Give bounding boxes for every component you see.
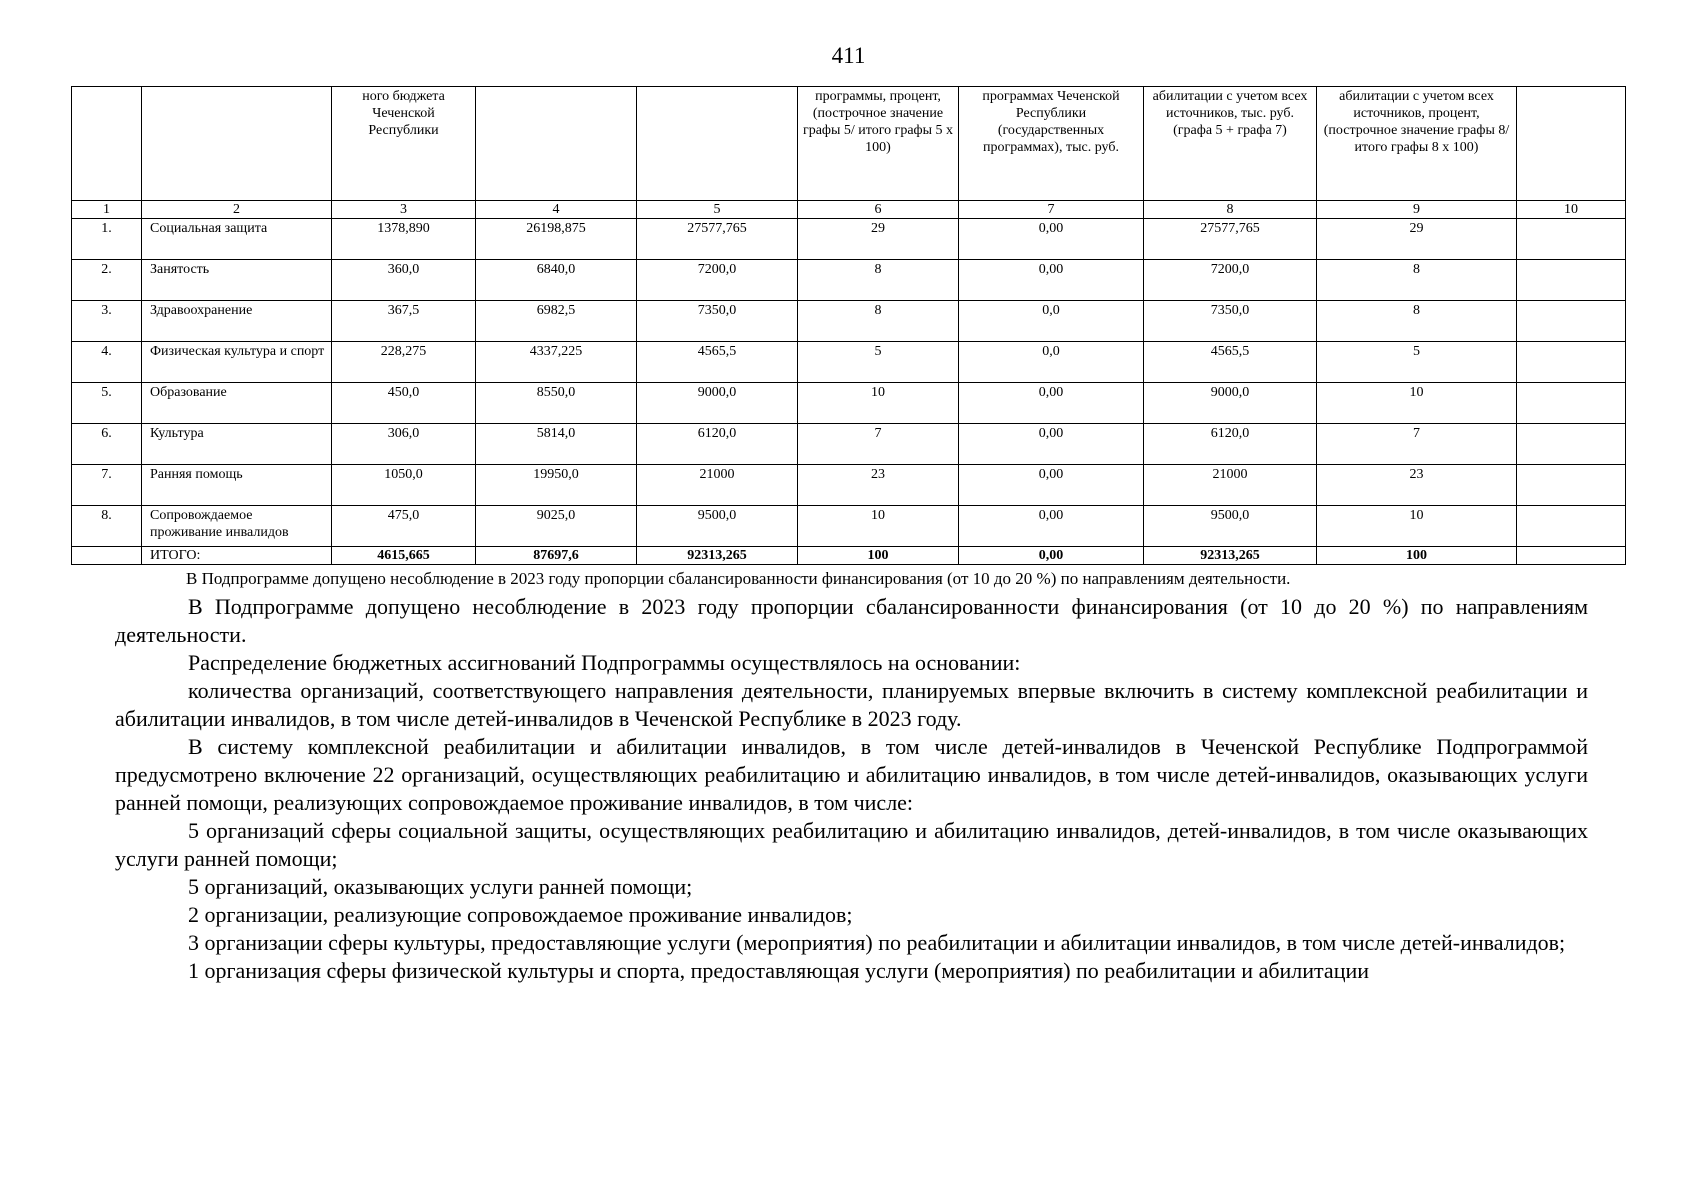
table-cell: 1378,890 [332,219,476,260]
table-cell [1517,219,1626,260]
header-cell [72,87,142,201]
header-cell: программах Чеченской Республики (государственных программах), тыс. руб. [959,87,1144,201]
table-cell [1517,383,1626,424]
paragraph: 3 организации сферы культуры, предоставляющие услуги (мероприятия) по реабилитации и абилитации инвалидов, в том числе детей-инвалидов; [188,930,1566,955]
header-cell [476,87,637,201]
table-cell: 27577,765 [637,219,798,260]
total-row [72,547,1626,565]
table-cell: 0,00 [959,219,1144,260]
table-cell [1517,301,1626,342]
table-cell: 6120,0 [637,424,798,465]
row-direction: Культура [142,424,332,465]
table-cell: 5 [1317,342,1517,383]
table-cell: 10 [1317,506,1517,547]
table-cell: 6982,5 [476,301,637,342]
table-cell: 8 [1317,260,1517,301]
paragraph: В Подпрограмме допущено несоблюдение в 2023 году пропорции сбалансированности финансирования (от 10 до 20 %) по направлениям деятельности. [115,594,1588,647]
table-cell: 360,0 [332,260,476,301]
table-cell: 8 [798,301,959,342]
table-cell: 26198,875 [476,219,637,260]
table-cell: 7200,0 [637,260,798,301]
table-cell: 228,275 [332,342,476,383]
table-cell: 0,00 [959,424,1144,465]
total-cell [72,547,142,565]
row-direction: Занятость [142,260,332,301]
row-index: 4. [72,342,142,383]
table-cell: 23 [798,465,959,506]
table-cell: 6120,0 [1144,424,1317,465]
table-cell: 7200,0 [1144,260,1317,301]
table-cell: 0,00 [959,506,1144,547]
table-cell: 29 [1317,219,1517,260]
table-cell: 27577,765 [1144,219,1317,260]
paragraph: 5 организаций сферы социальной защиты, осуществляющих реабилитацию и абилитацию инвалидов, детей-инвалидов, в том числе оказывающих услуги ранней помощи; [115,818,1588,871]
total-cell: 100 [798,547,959,565]
table-row [72,506,1626,547]
header-cell [1517,87,1626,201]
table-cell: 0,00 [959,260,1144,301]
table-row [72,219,1626,260]
column-number: 9 [1317,201,1517,219]
table-cell: 5814,0 [476,424,637,465]
table-cell: 23 [1317,465,1517,506]
header-cell [142,87,332,201]
table-row [72,342,1626,383]
total-cell: 92313,265 [637,547,798,565]
table-note: В Подпрограмме допущено несоблюдение в 2023 году пропорции сбалансированности финансирования (от 10 до 20 %) по направлениям деятельности. [186,569,1291,588]
paragraph: В систему комплексной реабилитации и абилитации инвалидов, в том числе детей-инвалидов в Чеченской Республике Подпрограммой предусмотрено включение 22 организаций, осуществляющих реабилитацию и абилитацию инвалидов, в том числе детей-инвалидов, оказывающих услуги ранней помощи, реализующих сопровождаемое проживание инвалидов, в том числе: [115,734,1588,815]
page-number: 411 [831,43,866,68]
table-cell: 10 [798,506,959,547]
table-row [72,424,1626,465]
column-number: 6 [798,201,959,219]
table-cell: 4337,225 [476,342,637,383]
table-cell: 29 [798,219,959,260]
table-cell: 7350,0 [637,301,798,342]
paragraph: 1 организация сферы физической культуры и спорта, предоставляющая услуги (мероприятия) по реабилитации и абилитации [188,958,1370,983]
row-index: 2. [72,260,142,301]
total-cell [1517,547,1626,565]
table-cell: 19950,0 [476,465,637,506]
table-cell: 7 [1317,424,1517,465]
header-cell [637,87,798,201]
table-cell: 8 [1317,301,1517,342]
column-number-row [72,201,1626,219]
total-cell: 4615,665 [332,547,476,565]
table-row [72,383,1626,424]
table-cell: 8550,0 [476,383,637,424]
row-index: 8. [72,506,142,547]
table-row [72,465,1626,506]
table-header-row [72,87,1626,201]
table-cell: 10 [1317,383,1517,424]
total-cell: 0,00 [959,547,1144,565]
table-cell: 8 [798,260,959,301]
table-row [72,260,1626,301]
body-text [115,593,1588,985]
row-index: 3. [72,301,142,342]
row-direction: Физическая культура и спорт [142,342,332,383]
table-cell: 0,00 [959,465,1144,506]
table-cell: 9500,0 [637,506,798,547]
column-number: 7 [959,201,1144,219]
total-cell: 100 [1317,547,1517,565]
row-index: 5. [72,383,142,424]
table-cell: 0,00 [959,383,1144,424]
row-direction: Здравоохранение [142,301,332,342]
table-cell: 7 [798,424,959,465]
column-number: 1 [72,201,142,219]
table-cell: 6840,0 [476,260,637,301]
table-cell: 9000,0 [1144,383,1317,424]
table-cell: 7350,0 [1144,301,1317,342]
header-cell: абилитации с учетом всех источников, тыс. руб.(графа 5 + графа 7) [1144,87,1317,201]
table-cell: 21000 [1144,465,1317,506]
table-cell: 9500,0 [1144,506,1317,547]
paragraph: 2 организации, реализующие сопровождаемое проживание инвалидов; [188,902,853,927]
table-cell: 4565,5 [637,342,798,383]
paragraph: количества организаций, соответствующего направления деятельности, планируемых впервые включить в систему комплексной реабилитации и абилитации инвалидов, в том числе детей-инвалидов в Чеченской Республике в 2023 году. [115,678,1588,731]
row-direction: Ранняя помощь [142,465,332,506]
paragraph: Распределение бюджетных ассигнований Подпрограммы осуществлялось на основании: [188,650,1021,675]
column-number: 3 [332,201,476,219]
budget-table [71,86,1626,565]
row-index: 6. [72,424,142,465]
header-cell: программы, процент, (построчное значение графы 5/ итого графы 5 х 100) [798,87,959,201]
table-cell: 5 [798,342,959,383]
row-index: 7. [72,465,142,506]
table-cell: 1050,0 [332,465,476,506]
table-row [72,301,1626,342]
table-cell: 475,0 [332,506,476,547]
table-cell: 10 [798,383,959,424]
total-cell: 92313,265 [1144,547,1317,565]
total-cell: 87697,6 [476,547,637,565]
table-cell [1517,465,1626,506]
column-number: 4 [476,201,637,219]
total-label: ИТОГО: [142,547,332,565]
column-number: 8 [1144,201,1317,219]
table-cell: 0,0 [959,342,1144,383]
table-cell: 21000 [637,465,798,506]
table-cell: 0,0 [959,301,1144,342]
row-direction: Социальная защита [142,219,332,260]
row-direction: Образование [142,383,332,424]
table-cell [1517,424,1626,465]
table-cell [1517,260,1626,301]
header-cell: абилитации с учетом всех источников, процент, (построчное значение графы 8/ итого графы 8 х 100) [1317,87,1517,201]
table-cell: 306,0 [332,424,476,465]
table-cell [1517,506,1626,547]
paragraph: 5 организаций, оказывающих услуги ранней помощи; [188,874,693,899]
table-cell: 450,0 [332,383,476,424]
header-cell: ного бюджета Чеченской Республики [332,87,476,201]
column-number: 5 [637,201,798,219]
table-cell: 367,5 [332,301,476,342]
table-cell: 9000,0 [637,383,798,424]
table-cell [1517,342,1626,383]
column-number: 2 [142,201,332,219]
table-cell: 9025,0 [476,506,637,547]
table-cell: 4565,5 [1144,342,1317,383]
row-direction: Сопровождаемое проживание инвалидов [142,506,332,547]
column-number: 10 [1517,201,1626,219]
row-index: 1. [72,219,142,260]
